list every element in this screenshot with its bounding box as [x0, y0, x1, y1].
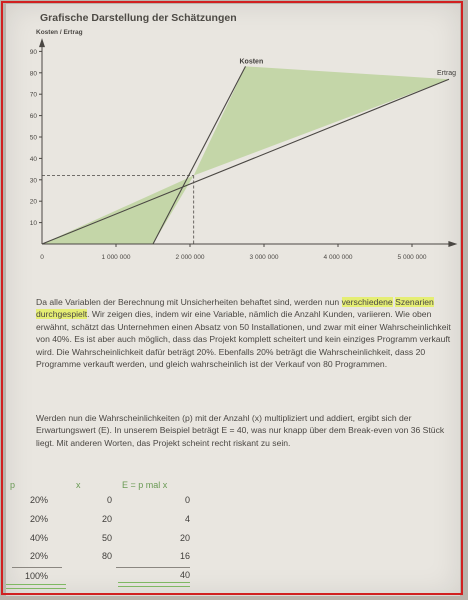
- table-cell-p: 20%: [29, 514, 48, 524]
- y-tick-label: 30: [29, 177, 37, 185]
- table-header-p: p: [10, 480, 16, 490]
- y-tick-label: 40: [29, 155, 37, 163]
- paragraph-scenarios-text-a: Da alle Variablen der Berechnung mit Unsicherheiten behaftet sind, werden nun: [36, 297, 342, 307]
- break-even-chart: [6, 4, 460, 294]
- table-header-e: E = p mal x: [122, 480, 168, 490]
- y-tick-label: 70: [29, 91, 37, 99]
- book-page: [6, 4, 460, 596]
- profit-area: [194, 66, 449, 175]
- y-tick-label: 20: [29, 198, 37, 206]
- table-total-p: 100%: [24, 571, 48, 581]
- x-tick-label: 2 000 000: [175, 254, 205, 261]
- table-sum-rule-p: [12, 567, 62, 568]
- table-sum-rule-e: [116, 567, 190, 568]
- y-axis-label: Kosten / Ertrag: [36, 29, 83, 36]
- x-tick-label: 4 000 000: [323, 254, 353, 261]
- paragraph-scenarios: [36, 296, 451, 370]
- highlighted-text-2: Szenarien durchgespielt: [36, 297, 434, 320]
- x-axis-arrow: [448, 241, 457, 247]
- table-double-underline-e: [118, 582, 190, 587]
- x-tick-label: 3 000 000: [249, 254, 279, 261]
- y-tick-label: 50: [29, 134, 37, 142]
- x-tick-label: 1 000 000: [101, 254, 131, 261]
- table-cell-p: 20%: [29, 495, 48, 505]
- table-cell-p: 20%: [29, 551, 48, 561]
- table-cell-x: 80: [101, 551, 112, 561]
- chart-title: Grafische Darstellung der Schätzungen: [40, 12, 237, 24]
- table-header-x: x: [76, 480, 81, 490]
- y-tick-label: 80: [29, 70, 37, 78]
- series-label-kosten: Kosten: [239, 58, 264, 66]
- paragraph-scenarios-text-b: . Wir zeigen dies, indem wir eine Variable, nämlich die Anzahl Kunden, variieren. Wie oben erwähnt, schätzt das Unternehmen einen Absatz von 50 Installationen, und zwar mit einer Wahrscheinlichkeit von 40%. Es ist aber auch möglich, dass das Projekt komplett scheitert und kein einziges Programm verkauft wird. Die Wahrscheinlichkeit dafür beträgt 20%. Ebenfalls 20% beträgt die Wahrscheinlichkeit, dass 20 Programme verkauft werden, und gleich wahrscheinlich ist der Verkauf von 80 Programmen.: [36, 309, 451, 370]
- table-cell-x: 0: [106, 495, 112, 505]
- table-cell-x: 20: [101, 514, 112, 524]
- y-tick-label: 90: [29, 48, 37, 56]
- table-cell-e: 0: [184, 495, 190, 505]
- y-tick-label: 10: [29, 220, 37, 228]
- x-tick-label: 5 000 000: [397, 254, 427, 261]
- y-axis-arrow: [39, 38, 45, 47]
- highlighted-text-1: verschiedene: [341, 297, 393, 307]
- series-label-ertrag: Ertrag: [437, 70, 457, 78]
- paragraph-expected-value: Werden nun die Wahrscheinlichkeiten (p) mit der Anzahl (x) multipliziert und addiert, ergibt sich der Erwartungswert (E). In unserem Beispiel beträgt E = 40, was nur knapp über dem Break-even von 36 Stück liegt. Mit anderen Worten, das Projekt scheint recht riskant zu sein.: [36, 413, 445, 448]
- table-total-e: 40: [179, 570, 190, 580]
- table-cell-x: 50: [101, 533, 112, 543]
- table-cell-p: 40%: [29, 533, 48, 543]
- x-tick-label: 0: [40, 254, 44, 261]
- table-cell-e: 4: [184, 514, 190, 524]
- table-cell-e: 16: [179, 551, 190, 561]
- table-cell-e: 20: [179, 533, 190, 543]
- table-double-underline-p: [6, 584, 66, 589]
- y-tick-label: 60: [29, 113, 37, 121]
